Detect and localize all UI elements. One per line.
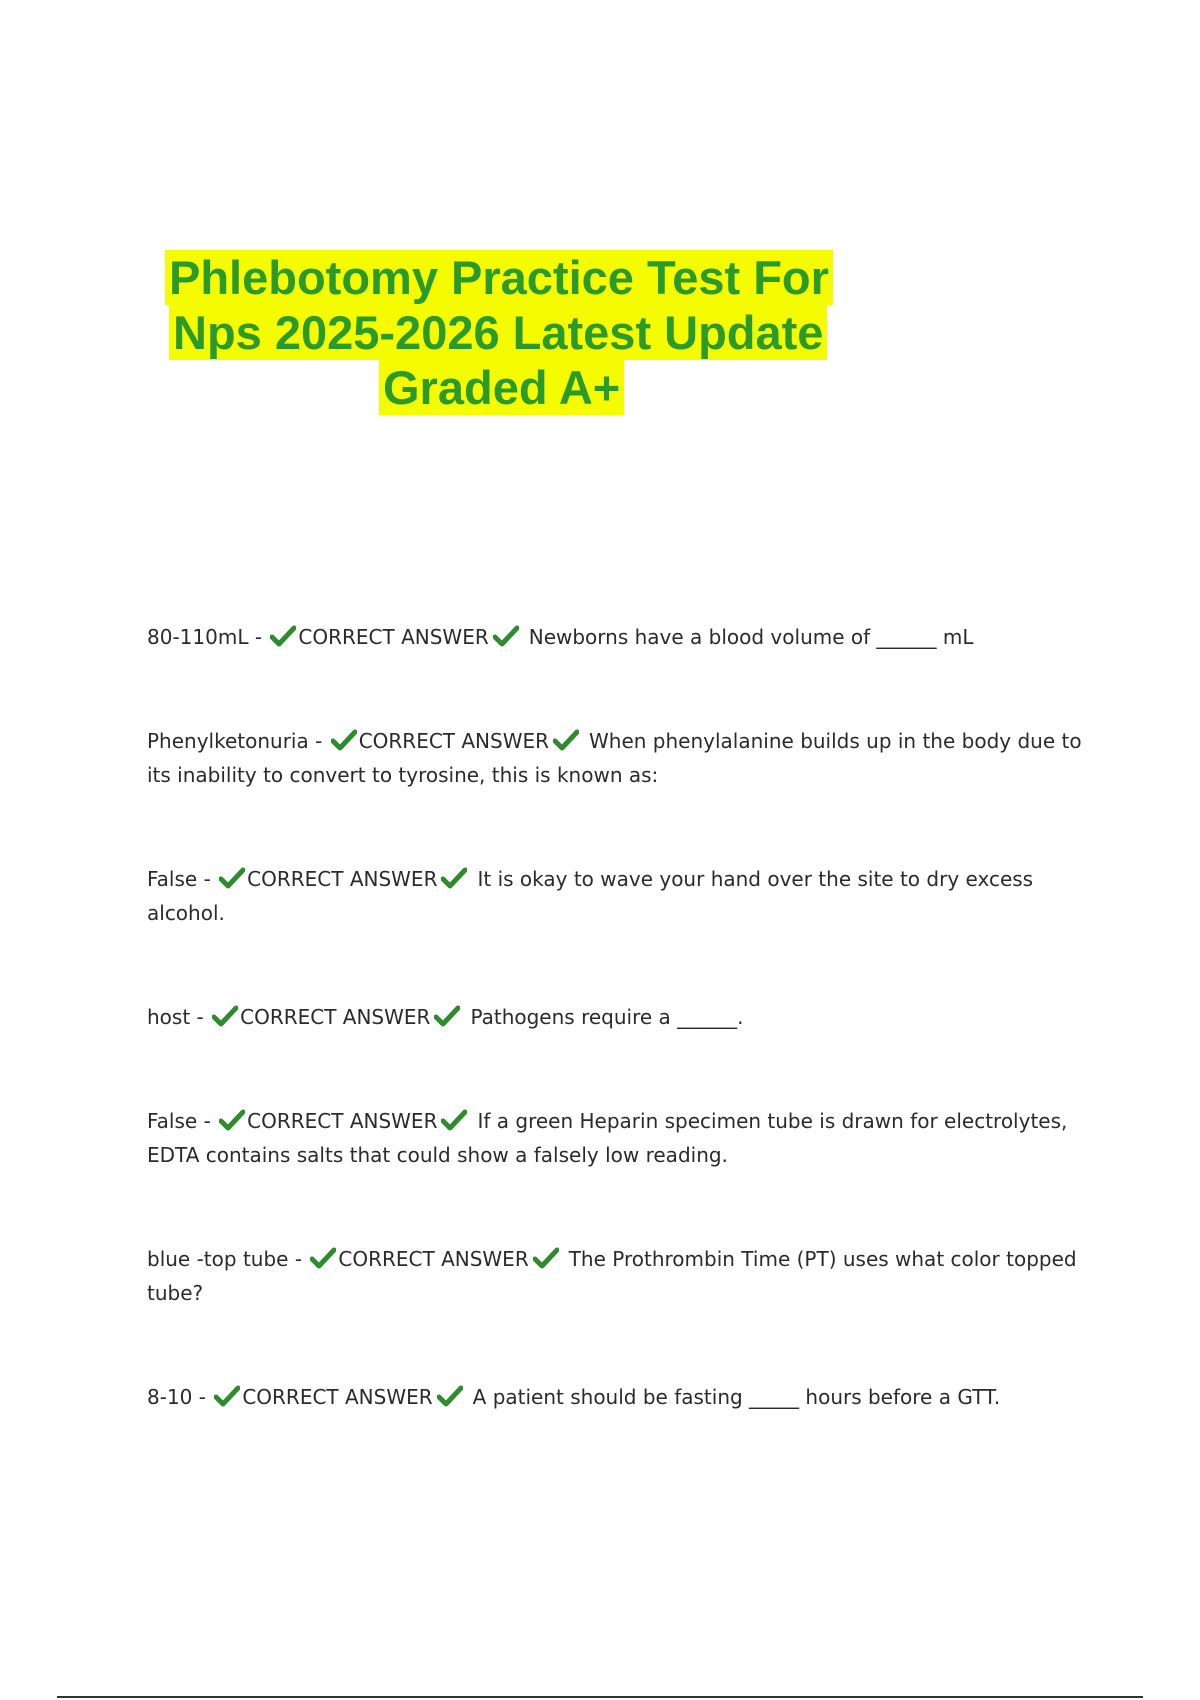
answer-text: Phenylketonuria -	[147, 729, 323, 753]
correct-answer-label: CORRECT ANSWER	[358, 729, 550, 753]
correct-answer-label: CORRECT ANSWER	[298, 625, 489, 649]
correct-answer-label: CORRECT ANSWER	[240, 1005, 431, 1029]
check-mark-icon	[441, 867, 467, 889]
question-text: It is okay to wave your hand over the site to dry excess alcohol.	[147, 867, 1034, 925]
check-mark-icon	[331, 729, 357, 751]
answer-text: 8-10 -	[147, 1385, 206, 1409]
answer-text: False -	[147, 867, 211, 891]
check-mark-icon	[533, 1247, 559, 1269]
check-mark-icon	[437, 1385, 463, 1407]
qa-item	[147, 862, 1087, 930]
qa-item	[147, 620, 1087, 654]
qa-item	[147, 1242, 1087, 1310]
qa-item	[147, 724, 1087, 792]
check-mark-icon	[219, 1109, 245, 1131]
answer-text: False -	[147, 1109, 211, 1133]
correct-answer-label: CORRECT ANSWER	[242, 1385, 433, 1409]
check-mark-icon	[219, 867, 245, 889]
question-text: A patient should be fasting _____ hours before a GTT.	[472, 1385, 1001, 1409]
answer-text: blue -top tube -	[147, 1247, 303, 1271]
document-title	[165, 250, 845, 415]
check-mark-icon	[553, 729, 579, 751]
correct-answer-label: CORRECT ANSWER	[247, 1109, 438, 1133]
footer-divider	[57, 1696, 1143, 1698]
title-line-1: Phlebotomy Practice Test For	[165, 250, 833, 305]
qa-item	[147, 1000, 1087, 1034]
qa-item	[147, 1380, 1087, 1414]
answer-text: 80-110mL -	[147, 625, 263, 649]
question-text: If a green Heparin specimen tube is drawn for electrolytes, EDTA contains salts that could show a falsely low reading.	[147, 1109, 1068, 1167]
check-mark-icon	[212, 1005, 238, 1027]
check-mark-icon	[214, 1385, 240, 1407]
title-line-3: Graded A+	[379, 360, 624, 415]
correct-answer-label: CORRECT ANSWER	[338, 1247, 529, 1271]
check-mark-icon	[310, 1247, 336, 1269]
title-line-2: Nps 2025-2026 Latest Update	[169, 305, 827, 360]
check-mark-icon	[493, 625, 519, 647]
qa-item	[147, 1104, 1087, 1172]
check-mark-icon	[434, 1005, 460, 1027]
correct-answer-label: CORRECT ANSWER	[247, 867, 438, 891]
check-mark-icon	[270, 625, 296, 647]
question-text: The Prothrombin Time (PT) uses what color topped tube?	[147, 1247, 1077, 1305]
question-text: When phenylalanine builds up in the body due to its inability to convert to tyrosine, this is known as:	[147, 729, 1082, 787]
answer-text: host -	[147, 1005, 204, 1029]
question-text: Newborns have a blood volume of ______ mL	[528, 625, 974, 649]
question-text: Pathogens require a ______.	[470, 1005, 744, 1029]
check-mark-icon	[441, 1109, 467, 1131]
